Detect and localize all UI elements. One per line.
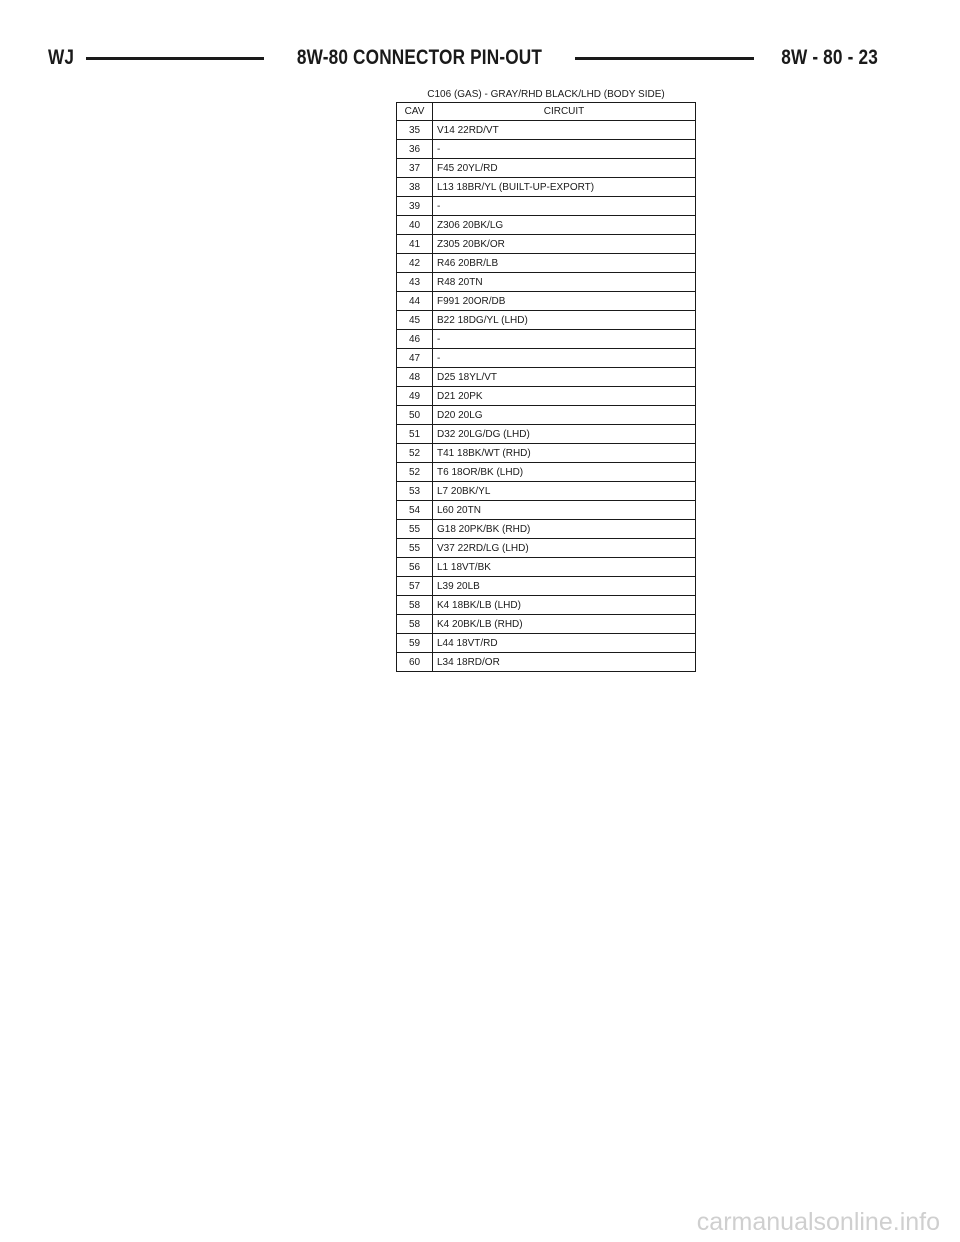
cavity-number: 50 <box>397 406 433 425</box>
table-row <box>397 159 696 178</box>
circuit-code: L39 20LB <box>433 577 696 596</box>
cavity-number: 47 <box>397 349 433 368</box>
table-row <box>397 140 696 159</box>
table-row <box>397 235 696 254</box>
circuit-code: K4 18BK/LB (LHD) <box>433 596 696 615</box>
table-row <box>397 558 696 577</box>
circuit-code: L44 18VT/RD <box>433 634 696 653</box>
table-row <box>397 121 696 140</box>
cavity-number: 58 <box>397 596 433 615</box>
table-row <box>397 349 696 368</box>
cavity-number: 55 <box>397 539 433 558</box>
circuit-code: F991 20OR/DB <box>433 292 696 311</box>
circuit-code: K4 20BK/LB (RHD) <box>433 615 696 634</box>
cavity-number: 45 <box>397 311 433 330</box>
circuit-code: B22 18DG/YL (LHD) <box>433 311 696 330</box>
table-row <box>397 653 696 672</box>
table-row <box>397 387 696 406</box>
cavity-number: 46 <box>397 330 433 349</box>
circuit-code: D25 18YL/VT <box>433 368 696 387</box>
table-row <box>397 197 696 216</box>
circuit-code: V37 22RD/LG (LHD) <box>433 539 696 558</box>
circuit-code: D21 20PK <box>433 387 696 406</box>
cavity-number: 48 <box>397 368 433 387</box>
column-header-circuit: CIRCUIT <box>433 103 696 121</box>
circuit-code: L13 18BR/YL (BUILT-UP-EXPORT) <box>433 178 696 197</box>
cavity-number: 40 <box>397 216 433 235</box>
circuit-code: - <box>433 349 696 368</box>
circuit-code: V14 22RD/VT <box>433 121 696 140</box>
cavity-number: 56 <box>397 558 433 577</box>
cavity-number: 35 <box>397 121 433 140</box>
cavity-number: 36 <box>397 140 433 159</box>
section-title: 8W-80 CONNECTOR PIN-OUT <box>297 46 543 69</box>
table-header-row <box>397 103 696 121</box>
table-row <box>397 311 696 330</box>
header-rule-left <box>86 57 265 60</box>
table-row <box>397 501 696 520</box>
cavity-number: 58 <box>397 615 433 634</box>
cavity-number: 37 <box>397 159 433 178</box>
circuit-code: L7 20BK/YL <box>433 482 696 501</box>
table-row <box>397 444 696 463</box>
circuit-code: R46 20BR/LB <box>433 254 696 273</box>
table-row <box>397 425 696 444</box>
circuit-code: - <box>433 330 696 349</box>
circuit-code: D32 20LG/DG (LHD) <box>433 425 696 444</box>
circuit-code: L1 18VT/BK <box>433 558 696 577</box>
column-header-cav: CAV <box>397 103 433 121</box>
circuit-code: - <box>433 140 696 159</box>
header-rule-right <box>575 57 754 60</box>
cavity-number: 43 <box>397 273 433 292</box>
table-row <box>397 482 696 501</box>
cavity-number: 54 <box>397 501 433 520</box>
cavity-number: 60 <box>397 653 433 672</box>
cavity-number: 42 <box>397 254 433 273</box>
cavity-number: 53 <box>397 482 433 501</box>
table-body <box>397 121 696 672</box>
table-row <box>397 463 696 482</box>
cavity-number: 38 <box>397 178 433 197</box>
circuit-code: T6 18OR/BK (LHD) <box>433 463 696 482</box>
table-row <box>397 634 696 653</box>
table-row <box>397 273 696 292</box>
circuit-code: - <box>433 197 696 216</box>
cavity-number: 52 <box>397 444 433 463</box>
table-row <box>397 254 696 273</box>
watermark: carmanualsonline.info <box>696 1208 940 1236</box>
table-row <box>397 615 696 634</box>
pinout-table <box>396 102 696 672</box>
table-row <box>397 577 696 596</box>
vehicle-code: WJ <box>48 46 75 69</box>
circuit-code: D20 20LG <box>433 406 696 425</box>
circuit-code: T41 18BK/WT (RHD) <box>433 444 696 463</box>
table-row <box>397 596 696 615</box>
cavity-number: 44 <box>397 292 433 311</box>
table-row <box>397 368 696 387</box>
page-header <box>48 42 878 74</box>
connector-pinout <box>396 88 696 672</box>
cavity-number: 59 <box>397 634 433 653</box>
table-row <box>397 292 696 311</box>
cavity-number: 39 <box>397 197 433 216</box>
table-row <box>397 406 696 425</box>
cavity-number: 55 <box>397 520 433 539</box>
table-row <box>397 178 696 197</box>
table-row <box>397 216 696 235</box>
cavity-number: 51 <box>397 425 433 444</box>
circuit-code: R48 20TN <box>433 273 696 292</box>
cavity-number: 41 <box>397 235 433 254</box>
circuit-code: L60 20TN <box>433 501 696 520</box>
circuit-code: Z305 20BK/OR <box>433 235 696 254</box>
table-row <box>397 520 696 539</box>
table-row <box>397 539 696 558</box>
connector-caption: C106 (GAS) - GRAY/RHD BLACK/LHD (BODY SIDE) <box>427 89 665 100</box>
cavity-number: 52 <box>397 463 433 482</box>
table-row <box>397 330 696 349</box>
page-number: 8W - 80 - 23 <box>781 46 878 69</box>
cavity-number: 57 <box>397 577 433 596</box>
cavity-number: 49 <box>397 387 433 406</box>
circuit-code: Z306 20BK/LG <box>433 216 696 235</box>
circuit-code: G18 20PK/BK (RHD) <box>433 520 696 539</box>
circuit-code: L34 18RD/OR <box>433 653 696 672</box>
circuit-code: F45 20YL/RD <box>433 159 696 178</box>
